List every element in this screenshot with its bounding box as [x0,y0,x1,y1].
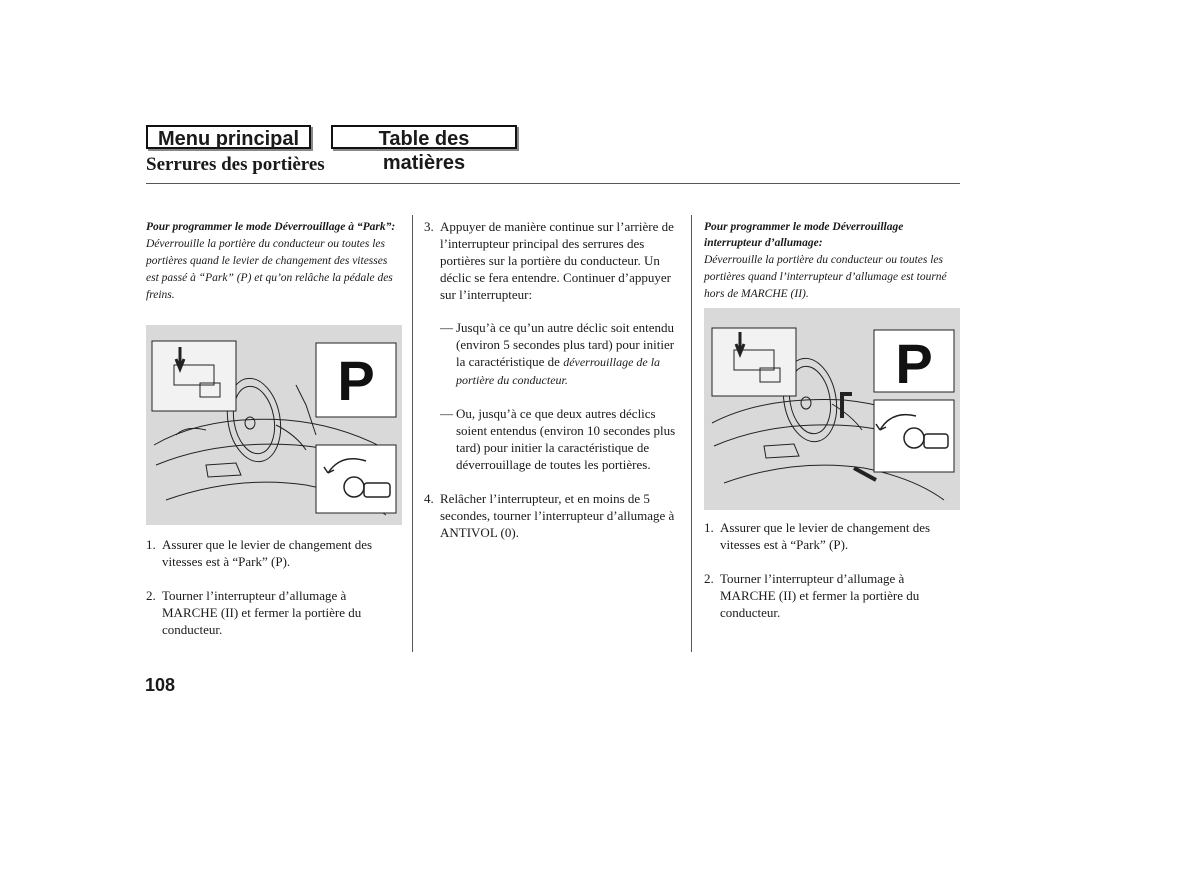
sub-step-text: Jusqu’à ce qu’un autre déclic soit entendu (environ 5 secondes plus tard) pour initier la caractéristique de [456,320,675,369]
step-text: Assurer que le levier de changement des vitesses est à “Park” (P). [720,520,931,552]
park-indicator-label: P [895,332,933,395]
list-item [704,519,960,553]
list-item [424,319,682,389]
step-number: 1. [704,520,714,535]
ignition-unlock-illustration [704,308,960,510]
column-divider [691,215,692,652]
park-unlock-illustration [146,325,402,525]
left-steps [146,536,396,638]
step-text: Tourner l’interrupteur d’allumage à MARCHE (II) et fermer la portière du conducteur. [162,588,362,637]
sub-step-text: Ou, jusqu’à ce que deux autres déclics soient entendus (environ 10 secondes plus tard) pour initier la caractéristique de déverrouillage de toutes les portières. [456,406,676,472]
section-description: Déverrouille la portière du conducteur ou toutes les portières quand le levier de changement des vitesses est passé à “Park” (P) et qu’on relâche la pédale des freins. [146,238,393,301]
list-item [146,536,396,570]
step-text: Relâcher l’interrupteur, et en moins de 5 secondes, tourner l’interrupteur d’allumage à ANTIVOL (0). [440,491,675,540]
header-divider [146,183,960,184]
main-menu-button[interactable]: Menu principal [146,125,311,149]
step-number: 2. [704,571,714,586]
middle-column [424,218,682,541]
page-number: 108 [145,675,176,695]
table-of-contents-button[interactable]: Table des matières [331,125,517,149]
section-heading: Pour programmer le mode Déverrouillage à “Park”: [146,221,396,233]
step-text: Tourner l’interrupteur d’allumage à MARCHE (II) et fermer la portière du conducteur. [720,571,920,620]
right-steps [704,519,960,621]
list-item [146,587,396,638]
list-item [424,405,682,473]
step-text: Appuyer de manière continue sur l’arrière de l’interrupteur principal des serrures des portières sur la portière du conducteur. Un déclic se fera entendre. Continuer d’appuyer sur l’interrupteur: [440,219,674,302]
list-item [704,570,960,621]
page-title: Serrures des portières [146,154,325,175]
dash-bullet: — [440,320,453,335]
section-heading: Pour programmer le mode Déverrouillage interrupteur d’allumage: [704,221,904,249]
column-divider [412,215,413,652]
right-column [704,219,960,303]
list-item [424,490,682,541]
step-number: 1. [146,537,156,552]
park-indicator-label: P [337,349,375,412]
section-description: Déverrouille la portière du conducteur ou toutes les portières quand l’interrupteur d’allumage est tourné hors de MARCHE (II). [704,254,947,300]
sub-step-italic: déverrouillage de la portière du conducteur. [456,355,661,387]
list-item [424,218,682,303]
step-text: Assurer que le levier de changement des vitesses est à “Park” (P). [162,537,373,569]
step-number: 3. [424,219,434,234]
step-number: 4. [424,491,434,506]
left-column [146,219,396,304]
step-number: 2. [146,588,156,603]
dash-bullet: — [440,406,453,421]
